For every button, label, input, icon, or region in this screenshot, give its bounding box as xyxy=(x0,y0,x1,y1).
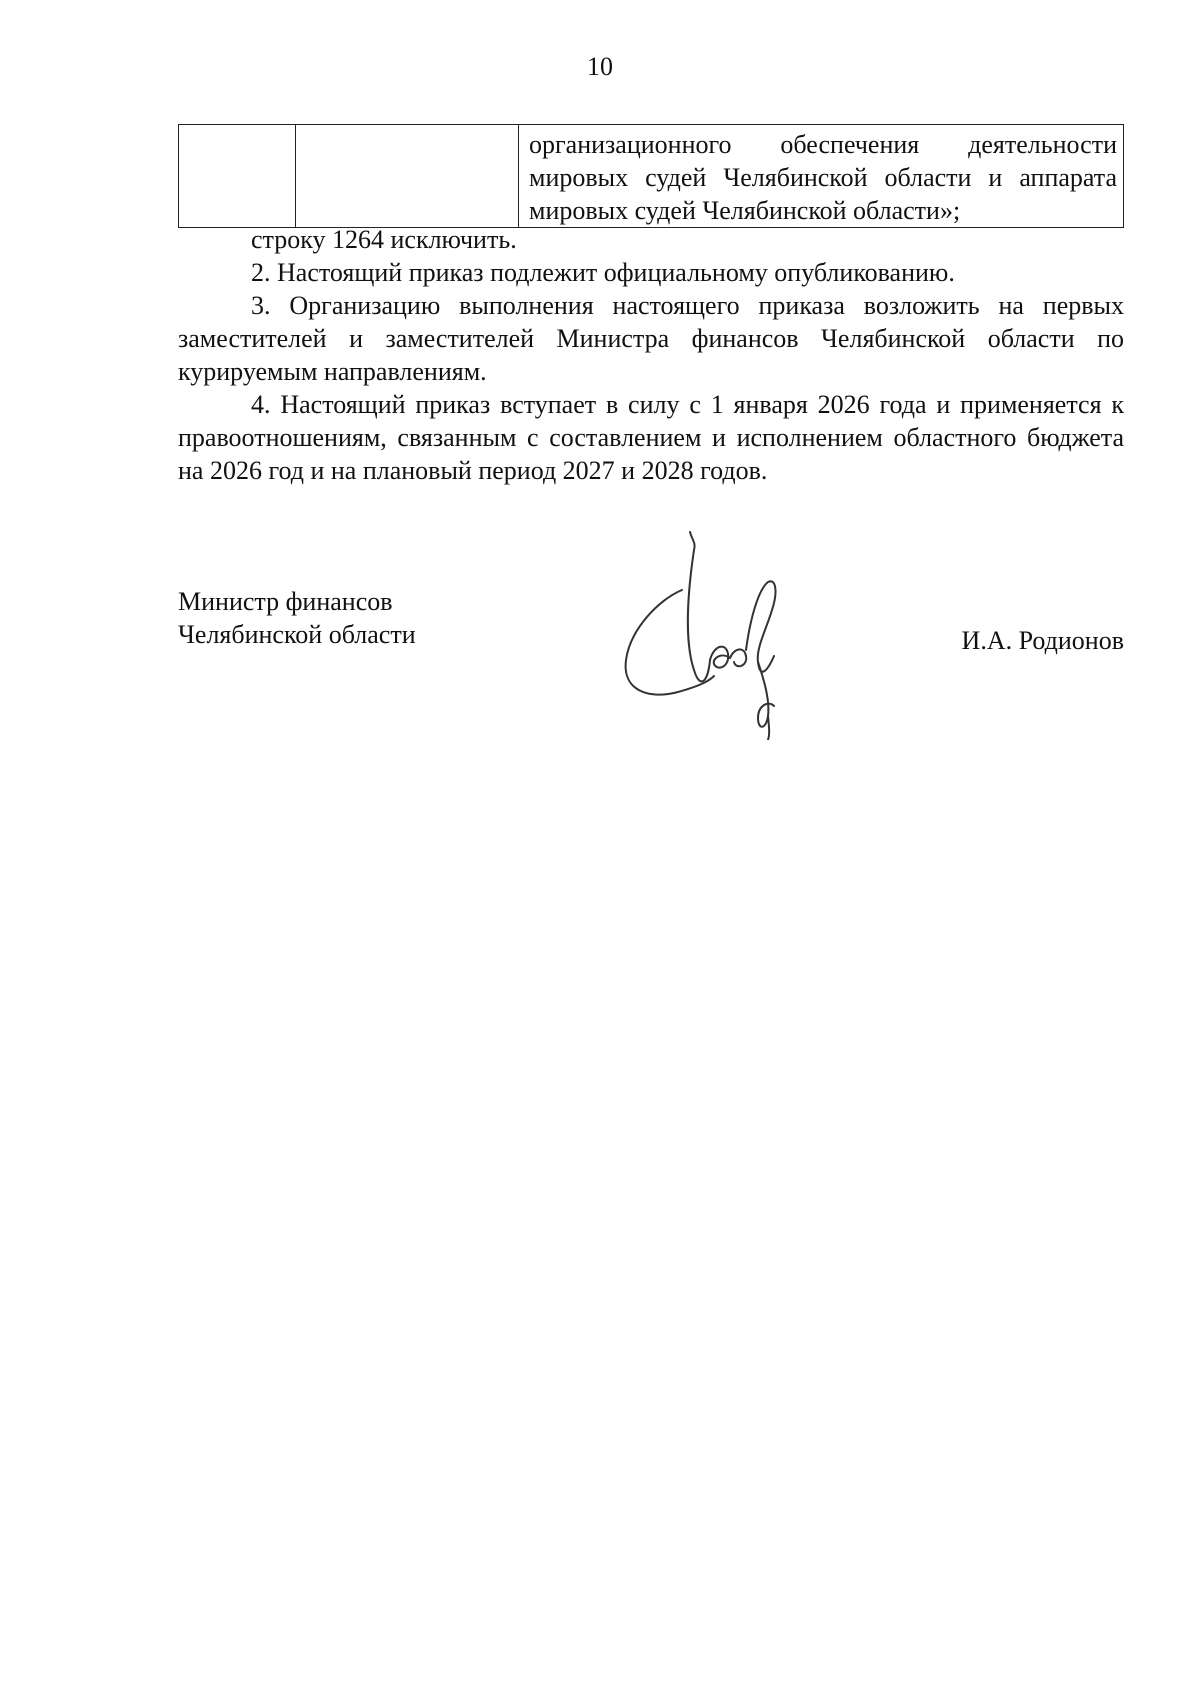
signature-block xyxy=(178,585,1124,745)
table-cell-number xyxy=(179,125,296,228)
signatory-title xyxy=(178,585,416,651)
signatory-title-line-1: Министр финансов xyxy=(178,587,393,616)
order-body xyxy=(178,223,1124,487)
paragraph-line-exclusion: строку 1264 исключить. xyxy=(251,225,517,254)
signatory-name: И.А. Родионов xyxy=(961,626,1124,655)
table-cell-code xyxy=(296,125,519,228)
signatory-title-line-2: Челябинской области xyxy=(178,620,416,649)
paragraph-effective-date: 4. Настоящий приказ вступает в силу с 1 января 2026 года и применяется к правоотношениям, связанным с составлением и исполнением областного бюджета на 2026 год и на плановый период 2027 и 2028 годов. xyxy=(178,390,1124,485)
handwritten-signature-icon xyxy=(618,530,818,740)
table-row xyxy=(179,125,1124,228)
page-number: 10 xyxy=(587,52,613,81)
paragraph-execution: 3. Организацию выполнения настоящего приказа возложить на первых заместителей и заместителей Министра финансов Челябинской области по курируемым направлениям. xyxy=(178,291,1124,386)
table-cell-description: организационного обеспечения деятельности мировых судей Челябинской области и аппарата мировых судей Челябинской области»; xyxy=(519,125,1124,228)
paragraph-publication: 2. Настоящий приказ подлежит официальному опубликованию. xyxy=(251,258,955,287)
continuation-table xyxy=(178,124,1124,228)
